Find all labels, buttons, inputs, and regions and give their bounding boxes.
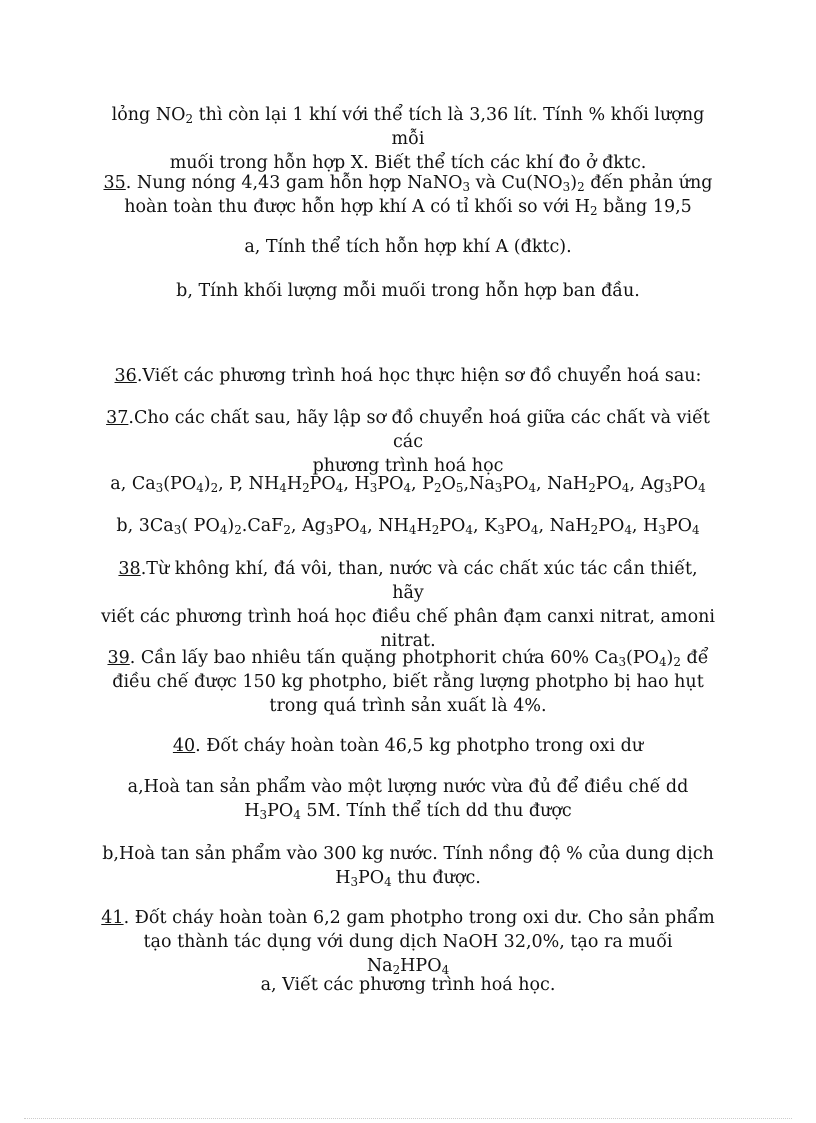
question-35-part-b: b, Tính khối lượng mỗi muối trong hỗn hợp ban đầu. [176, 281, 640, 301]
question-35-part-a: a, Tính thể tích hỗn hợp khí A (đktc). [244, 237, 572, 257]
question-40: 40. Đốt cháy hoàn toàn 46,5 kg photpho trong oxi dư [172, 736, 644, 756]
question-41-part-a: a, Viết các phương trình hoá học. [260, 975, 556, 995]
question-number: 37 [106, 408, 129, 428]
paragraph-intro: lỏng $NO_2$ thì còn lại 1 khí với thể tích là 3,36 lít. Tính % khối lượng mỗi muối trong hỗn hợp X. Biết thể tích các khí đo ở đktc. [111, 105, 705, 173]
question-35: 35. Nung nóng 4,43 gam hỗn hợp NaNO$_3$ và $Cu(NO_3)_2$ đến phản ứng hoàn toàn thu được hỗn hợp khí A có tỉ khối so với $H_2$ bằng 19,5 [103, 173, 713, 218]
question-36: 36.Viết các phương trình hoá học thực hiện sơ đồ chuyển hoá sau: [114, 366, 702, 386]
question-37-list-b: b, $3Ca_3$( $PO_4)_2.CaF_2$, $Ag_3PO_4$, $NH_4H_2PO_4$, $K_3PO_4$, $NaH_2PO_4$, $H_3PO_4$ [116, 516, 700, 537]
question-38: 38.Từ không khí, đá vôi, than, nước và các chất xúc tác cần thiết, hãy viết các phương trình hoá học điều chế phân đạm canxi nitrat, amoni nitrat. [101, 559, 715, 651]
question-number: 36 [114, 366, 137, 386]
question-number: 35 [103, 173, 126, 193]
question-37-list-a: a, $Ca_3(PO_4)_2$, P, $NH_4H_2PO_4$, $H_3PO_4$, $P_2O_5,Na_3PO_4$, $NaH_2PO_4$, $Ag_3PO_4$ [110, 474, 706, 495]
question-40-part-a: a,Hoà tan sản phẩm vào một lượng nước vừa đủ để điều chế dd $H_3PO_4$ 5M. Tính thể tích dd thu được [127, 777, 689, 822]
page-bottom-divider [24, 1118, 792, 1119]
question-number: 40 [172, 736, 196, 756]
question-40-part-b: b,Hoà tan sản phẩm vào 300 kg nước. Tính nồng độ % của dung dịch $H_3PO_4$ thu được. [102, 844, 714, 889]
question-number: 39 [107, 648, 130, 668]
question-37: 37.Cho các chất sau, hãy lập sơ đồ chuyển hoá giữa các chất và viết các phương trình hoá học [106, 408, 710, 476]
question-41: 41. Đốt cháy hoàn toàn 6,2 gam photpho trong oxi dư. Cho sản phẩm tạo thành tác dụng với dung dịch NaOH 32,0%, tạo ra muối $Na_2HPO_4$ [101, 908, 715, 977]
question-number: 41 [101, 908, 124, 928]
question-39: 39. Cần lấy bao nhiêu tấn quặng photphorit chứa 60% $Ca_3(PO_4)_2$ để điều chế được 150 kg photpho, biết rằng lượng photpho bị hao hụt trong quá trình sản xuất là 4%. [107, 648, 709, 716]
question-number: 38 [118, 559, 141, 579]
